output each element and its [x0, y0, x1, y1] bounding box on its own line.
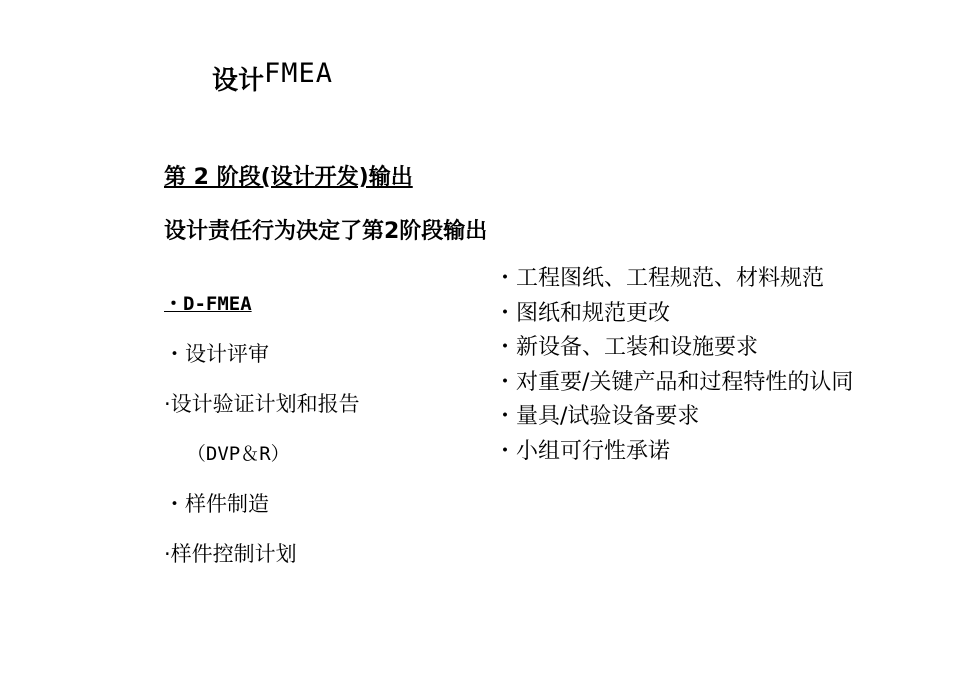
list-item-drawing-changes: ・图纸和规范更改	[494, 300, 671, 326]
right-output-list	[494, 262, 853, 469]
list-item-special-characteristics: ・对重要/关键产品和过程特性的认同	[494, 369, 854, 395]
list-item-dvp-report: ·设计验证计划和报告	[164, 392, 360, 416]
slide-title	[212, 60, 333, 97]
list-item-team-feasibility: ・小组可行性承诺	[494, 438, 671, 464]
title-en: FMEA	[264, 58, 334, 89]
list-item-gauge-requirements: ・量具/试验设备要求	[494, 404, 700, 429]
stage-subheading: 设计责任行为决定了第2阶段输出	[164, 219, 488, 244]
list-item-new-equipment: ・新设备、工装和设施要求	[494, 335, 759, 360]
stage-heading: 第 2 阶段(设计开发)输出	[164, 165, 413, 190]
list-item-design-review: ・设计评审	[164, 342, 269, 366]
list-item-dvpr: （DVP＆R）	[164, 443, 290, 465]
list-item-prototype-control-plan: ·样件控制计划	[164, 542, 297, 566]
list-item-engineering-drawings: ・工程图纸、工程规范、材料规范	[494, 266, 825, 291]
left-output-list	[164, 284, 360, 584]
list-item-dfmea: ・D-FMEA	[164, 293, 252, 315]
title-zh: 设计	[212, 66, 265, 96]
list-item-prototype-build: ・样件制造	[164, 492, 269, 516]
